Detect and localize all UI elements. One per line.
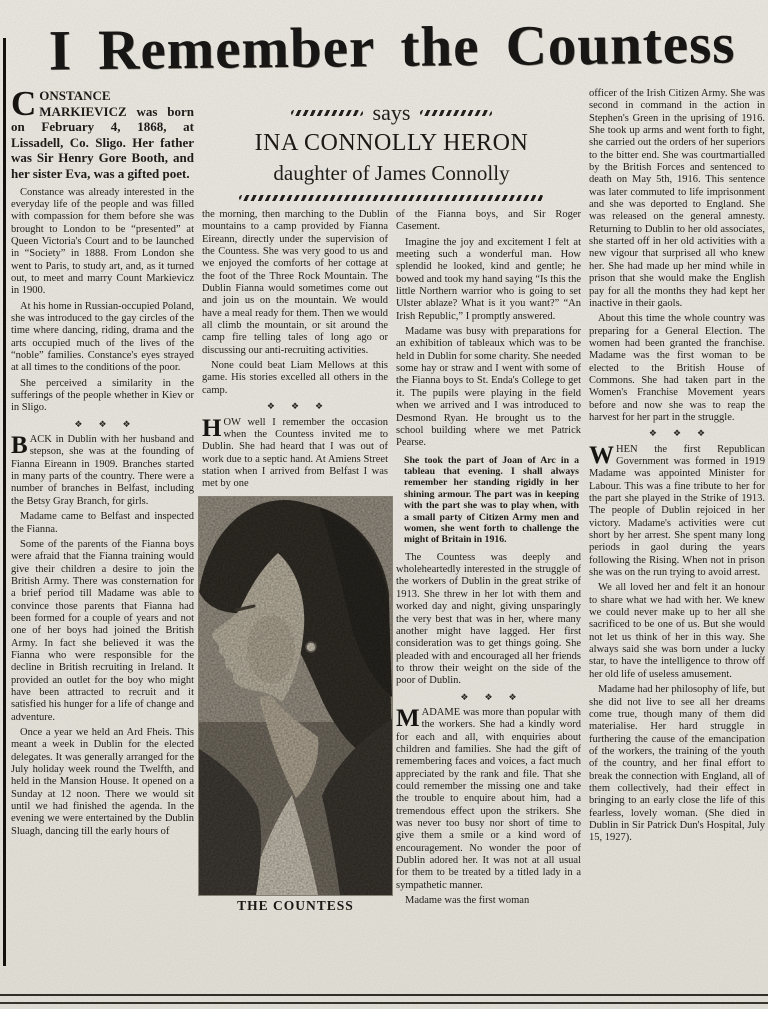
photo-caption: THE COUNTESS (237, 897, 354, 913)
paragraph: The Countess was deeply and wholeheartedly interested in the struggle of the workers of Dublin in the great strike of 1913. She threw in her lot with them and worked day and night, giving unsparingly the very best that was in her, where many another might have lagged. Her first consideration was to get things going. She pleaded with and encouraged all her friends to throw their weight on the side of the poor of Dublin. (396, 551, 581, 687)
drop-cap: H (202, 414, 222, 442)
byline-subtitle: daughter of James Connolly (273, 161, 510, 185)
paragraph-text: OW well I remember the occasion when the Countess invited me to Dublin. She had heard that I was out of work due to a septic hand. At Amiens Street station when I arrived from Belfast I was met by one (202, 416, 388, 490)
bottom-rule (0, 994, 768, 1004)
paragraph: At his home in Russian-occupied Poland, she was introduced to the gay circles of the time where dancing, riding, drama and the arts occupied much of the lives of the “noble” families. Constance's eyes strayed at all times to the conditions of the poor. (11, 300, 194, 374)
paragraph-text: ADAME was more than popular with the workers. She had a kindly word for each and all, with enquiries about children and families. She had the gift of remembering faces and voices, a fact much appreciated by the rank and file. That she could remember the missing one and take the trouble to enquire about him, had a tremendous effect upon the strikers. She was never too busy nor short of time to give them a smile or a kind word of encouragement. No wonder the poor of Dublin adored her. It was not at all usual for them to be treated by a titled lady in a sympathetic manner. (396, 706, 581, 891)
page-title: I Remember the Countess (48, 12, 736, 83)
paragraph: Madame was the first woman (405, 895, 530, 907)
paragraph: the morning, then marching to the Dublin mountains to a camp provided by Fianna Eireann, directly under the supervision of the Countess. She was very good to us and we enjoyed the comforts of her cottage at the foot of the Three Rock Mountain. The Dublin Fianna would sometimes come out and join us on the mountain. We would have a meal ready for them. Then we would all climb the mountain, or sit around the camp fire telling tales of long ago or discussing our anti-recruiting activities. (202, 209, 388, 356)
article-body (0, 80, 768, 980)
rope-ornament-icon (239, 195, 544, 201)
rope-ornament-icon (291, 110, 363, 116)
floret-divider-icon: ❖❖❖ (266, 401, 340, 412)
paragraph: Constance was already interested in the everyday life of the people and was filled with compassion for them before she was brought to London to be “presented” at Queen Victoria's Court and to be launched in “Society” in 1888. From London she went to Paris, to study art, and, as it turned out, to meet and marry Count Markievicz in 1900. (11, 186, 194, 297)
byline-says: says (372, 100, 411, 125)
paragraph (589, 441, 765, 580)
paragraph: Once a year we held an Ard Fheis. This meant a week in Dublin for the elected delegates. It was generally arranged for the July holiday week round the Twelfth, and held in the Mansion House. It opened on a Sunday at 12 noon. There we would sit until we had finished the agenda. In the evening we were entertained by the Dublin Sluagh, dancing till the early hours of (11, 727, 194, 837)
paragraph-text: ACK in Dublin with her husband and stepson, she was at the founding of Fianna Eireann in 1909. Branches started in many parts of the country. There were a number of branches in Belfast, including the Betsy Gray Branch, for girls. (11, 434, 194, 507)
lead-text: ONSTANCE MARKIEVICZ was born on February 4, 1868, at Lissadell, Co. Sligo. Her father was Sir Henry Gore Booth, and her sister Eva, was a gifted poet. (11, 88, 194, 181)
countess-photo (199, 497, 392, 895)
floret-divider-icon: ❖❖❖ (74, 418, 147, 429)
paragraph (396, 704, 581, 892)
paragraph: Madame had her philosophy of life, but she did not live to see all her dreams come true, though many of them did materialise. Her hard struggle in furthering the cause of the emancipation of the workers, the training of the youth of the country, and her final effort to break the connection with England, all of them collectively, had their effect in bringing to an early close the life of this fearless, lovely woman. (She died in Dublin in Sir Patrick Dun's Hospital, July 15, 1927). (589, 684, 765, 844)
column-4 (589, 88, 765, 980)
paragraph: Madame came to Belfast and inspected the Fianna. (11, 511, 194, 535)
column-2 (202, 209, 388, 912)
drop-cap: C (11, 84, 37, 123)
drop-cap: M (396, 704, 420, 732)
byline-says-row (202, 100, 581, 126)
byline-author: INA CONNOLLY HERON (254, 130, 529, 156)
left-column-rule (3, 38, 6, 966)
floret-divider-icon: ❖❖❖ (460, 691, 533, 702)
middle-section (202, 88, 581, 980)
paragraph (11, 434, 194, 508)
photo-block (199, 497, 392, 912)
middle-columns (202, 209, 581, 912)
paragraph: About this time the whole country was preparing for a General Election. The women had been granted the franchise. Madame was the first woman to be elected to the British House of Commons. She had taken part in the Women's Franchise Movement years before and now she was to reap the harvest for her part in the struggle. (589, 313, 765, 423)
column-1 (11, 84, 194, 980)
paragraph: She perceived a similarity in the sufferings of the people whether in Kiev or in Sligo. (11, 377, 194, 414)
paragraph: Imagine the joy and excitement I felt at meeting such a wonderful man. How splendid he looked, kind and gentle; he bowed and took my hand saying “Is this the little Northern warrior who is going to set Ulster ablaze? What is it you want?” “An Irish Republic,” I promptly answered. (396, 236, 581, 322)
drop-cap: W (589, 441, 614, 469)
drop-cap: B (11, 432, 28, 460)
paragraph (202, 414, 388, 491)
paragraph: We all loved her and felt it an honour to share what we had with her. We knew we could never make up to her all she sacrificed to be one of us. But she would not let us think of her in this way. She always said she was born under a lucky star, to have the intelligence to throw off her old life of useless amusement. (589, 582, 765, 680)
paragraph: officer of the Irish Citizen Army. She was second in command in the action in Stephen's Green in the uprising of 1916. She took up arms and went forth to fight, she carried out the orders of her superiors to the bitter end. She was courtmartialled by the British Forces and sentenced to death on May 5th, 1916. This sentence was later commuted to life imprisonment and she was deported to England. She was released on the general amnesty. Returning to Dublin to her old associates, she started off in her old activities with a new vigour that surprised all who knew her. She had made up her mind while in prison that she would make the English pay for all the months they had kept her inactive in their gaols. (589, 88, 765, 309)
rope-ornament-icon (420, 110, 492, 116)
column-3 (396, 209, 581, 912)
paragraph: Some of the parents of the Fianna boys were afraid that the Fianna training would give their children a desire to join the British Army. There was consternation for a brief period till Madame was able to convince those parents that Fianna had been formed for a couple of years and not one of her boys had joined the British Army. In fact she believed it was the Fianna who were responsible for the decline in British recruiting in Ireland. It provided an outlet for the boy who might have been attracted to recruit and it satisfied his hunger for a life of change and adventure. (11, 538, 194, 723)
paragraph: Madame was busy with preparations for an exhibition of tableaux which was to be held in Dublin for some charity. She needed some hay or straw and I went with some of the Fianna boys to St. Enda's College to get it. The pupils were playing in the field when we arrived and I was introduced to Desmond Ryan. He brought us to the school building where we met Patrick Pearse. (396, 326, 581, 449)
bold-note-paragraph: She took the part of Joan of Arc in a tableau that evening. I shall always remember her standing rigidly in her shining armour. The part was in keeping with the part she was to play when, with a small party of Citizen Army men and women, she went forth to challenge the might of Britain in 1916. (404, 454, 579, 546)
paragraph: None could beat Liam Mellows at this game. His stories excelled all others in the camp. (202, 360, 388, 396)
floret-divider-icon: ❖❖❖ (648, 428, 722, 439)
paragraph: of the Fianna boys, and Sir Roger Casement. (396, 209, 581, 233)
paragraph-text: HEN the first Republican Government was formed in 1919 Madame was appointed Minister for Labour. This was a fine tribute to her for the part she played in the Strike of 1913. The people of Dublin rejoiced in her victory. Madame's activities were cut short by her arrest. She spent many long periods in gaol during the years following the Rising. When not in prison she was on the run trying to avoid arrest. (589, 443, 765, 579)
byline-box (202, 88, 581, 209)
lead-paragraph (11, 84, 194, 182)
